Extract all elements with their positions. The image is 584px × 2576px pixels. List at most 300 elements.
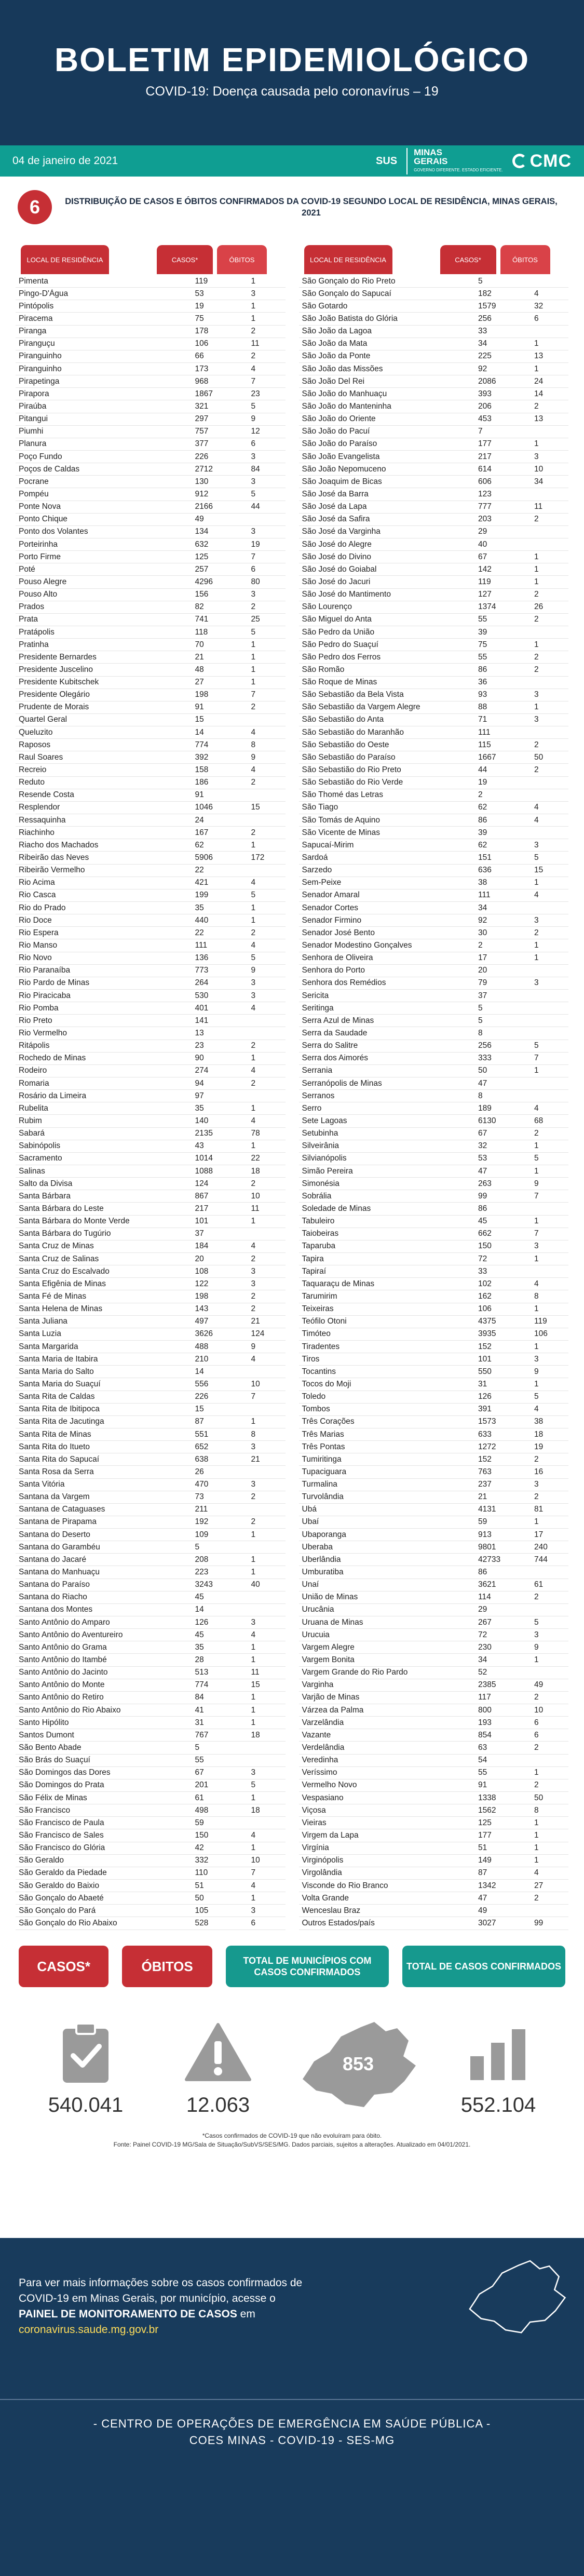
cases-cell: 29 — [478, 527, 487, 536]
city-cell: Pocrane — [19, 477, 49, 486]
cases-cell: 106 — [195, 339, 209, 348]
table-row — [16, 1654, 286, 1666]
cases-cell: 2135 — [195, 1129, 213, 1138]
deaths-cell: 7 — [251, 376, 256, 386]
cases-card — [26, 2019, 145, 2117]
city-cell: Rio Pomba — [19, 1003, 59, 1013]
cases-cell: 91 — [195, 703, 204, 712]
deaths-cell: 81 — [534, 1505, 544, 1514]
cases-cell: 19 — [195, 301, 204, 311]
city-cell: Simão Pereira — [302, 1166, 353, 1176]
deaths-cell: 9 — [534, 1642, 539, 1652]
cases-cell: 39 — [478, 828, 487, 837]
table-row — [16, 1102, 286, 1115]
deaths-cell: 1 — [251, 1054, 256, 1063]
deaths-cell: 2 — [534, 1743, 539, 1752]
cases-cell: 488 — [195, 1342, 209, 1351]
cases-cell: 110 — [195, 1868, 208, 1878]
city-cell: Santa Rita de Jacutinga — [19, 1417, 104, 1426]
city-cell: Santo Antônio do Amparo — [19, 1617, 110, 1627]
city-cell: Porteirinha — [19, 540, 58, 549]
deaths-cell: 1 — [534, 364, 539, 373]
cases-cell: 34 — [478, 339, 487, 348]
city-cell: São José do Jacuri — [302, 577, 371, 586]
city-cell: Santa Cruz do Escalvado — [19, 1266, 110, 1276]
deaths-cell: 8 — [534, 1291, 539, 1301]
city-cell: Virginópolis — [302, 1856, 344, 1865]
table-row — [299, 1616, 569, 1629]
deaths-cell: 1 — [251, 1530, 256, 1539]
table-header — [16, 242, 286, 274]
cases-cell: 123 — [478, 489, 492, 498]
table-row — [16, 1341, 286, 1353]
cases-cell: 198 — [195, 1291, 209, 1301]
deaths-cell: 2 — [251, 778, 256, 787]
city-cell: Taquaraçu de Minas — [302, 1279, 375, 1288]
cases-cell: 143 — [195, 1304, 209, 1314]
cases-cell: 50 — [478, 1066, 487, 1075]
deaths-cell: 1 — [534, 1254, 539, 1263]
table-row — [16, 1077, 286, 1090]
deaths-cell: 106 — [534, 1329, 548, 1339]
city-cell: São José do Mantimento — [302, 590, 391, 599]
table-row — [16, 1729, 286, 1742]
cases-cell: 912 — [195, 489, 209, 498]
city-cell: Salto da Divisa — [19, 1179, 73, 1188]
city-cell: Ribeirão das Neves — [19, 853, 89, 862]
deaths-cell: 1 — [251, 840, 256, 849]
table-row — [299, 764, 569, 776]
city-cell: Tumiritinga — [302, 1454, 342, 1464]
cases-cell: 35 — [195, 1642, 204, 1652]
deaths-cell: 3 — [251, 1266, 256, 1276]
deaths-cell: 3 — [534, 840, 539, 849]
table-row — [299, 1190, 569, 1203]
table-row — [16, 1842, 286, 1855]
deaths-cell: 1 — [534, 1517, 539, 1527]
table-row — [299, 1328, 569, 1341]
deaths-cell: 1 — [534, 1379, 539, 1388]
table-row — [16, 1303, 286, 1316]
cases-cell: 50 — [195, 1893, 204, 1903]
city-cell: Santana dos Montes — [19, 1605, 93, 1614]
city-cell: Santana do Riacho — [19, 1593, 87, 1602]
table-row — [299, 388, 569, 400]
cases-cell: 111 — [478, 891, 491, 900]
table-row — [16, 1404, 286, 1416]
cases-cell: 225 — [478, 352, 492, 361]
cases-cell: 156 — [195, 590, 209, 599]
deaths-cell: 9 — [534, 1367, 539, 1376]
cases-cell: 184 — [195, 1242, 209, 1251]
city-cell: Santo Antônio do Monte — [19, 1680, 105, 1690]
cases-cell: 55 — [478, 652, 487, 662]
table-row — [16, 839, 286, 852]
city-cell: Santa Juliana — [19, 1317, 67, 1326]
city-cell: Pingo-D'Água — [19, 289, 69, 298]
deaths-cell: 6 — [251, 1918, 256, 1927]
deaths-cell: 14 — [534, 389, 544, 398]
cases-cell: 198 — [195, 690, 209, 699]
deaths-cell: 1 — [251, 1217, 256, 1226]
deaths-cell: 3 — [251, 1906, 256, 1915]
city-cell: São José do Goiabal — [302, 564, 377, 574]
cases-cell: 773 — [195, 966, 209, 975]
table-row — [16, 1453, 286, 1466]
deaths-cell: 240 — [534, 1542, 548, 1552]
cases-cell: 421 — [195, 878, 209, 887]
table-row — [299, 275, 569, 288]
city-cell: São José do Alegre — [302, 540, 372, 549]
city-cell: Santo Antônio do Jacinto — [19, 1668, 108, 1677]
table-row — [16, 1554, 286, 1566]
cases-cell: 117 — [478, 1693, 491, 1702]
city-cell: Sacramento — [19, 1154, 62, 1163]
table-row — [299, 877, 569, 889]
table-left — [16, 242, 286, 1930]
cases-cell: 5 — [195, 1542, 200, 1552]
cases-cell: 33 — [478, 327, 487, 336]
city-cell: Ubaporanga — [302, 1530, 346, 1539]
deaths-cell: 44 — [251, 502, 260, 511]
table-row — [16, 802, 286, 814]
table-row — [299, 451, 569, 463]
city-cell: Santa Rita de Caldas — [19, 1392, 95, 1401]
table-row — [16, 1516, 286, 1529]
deaths-cell: 2 — [534, 401, 539, 411]
deaths-cell: 4 — [251, 1116, 256, 1125]
table-row — [299, 1817, 569, 1829]
city-cell: Virgínia — [302, 1843, 329, 1853]
city-cell: Toledo — [302, 1392, 326, 1401]
deaths-cell: 3 — [534, 978, 539, 988]
deaths-cell: 744 — [534, 1555, 548, 1564]
city-cell: Santa Cruz de Salinas — [19, 1254, 99, 1263]
deaths-cell: 3 — [251, 1279, 256, 1288]
table-row — [16, 1203, 286, 1215]
table-row — [16, 965, 286, 977]
deaths-cell: 3 — [534, 452, 539, 461]
city-cell: Três Marias — [302, 1429, 344, 1439]
deaths-cell: 2 — [534, 665, 539, 674]
cases-cell: 99 — [478, 1191, 487, 1201]
deaths-cell: 1 — [251, 1705, 256, 1715]
table-row — [299, 1679, 569, 1692]
footnote — [16, 2132, 568, 2149]
cases-cell: 8 — [478, 1091, 483, 1100]
info-text — [19, 2275, 309, 2338]
cases-cell: 226 — [195, 452, 209, 461]
table-row — [16, 1228, 286, 1240]
deaths-cell: 1 — [534, 640, 539, 649]
city-cell: Santana de Pirapama — [19, 1517, 97, 1527]
cases-cell: 31 — [478, 1379, 487, 1388]
city-cell: Senhora do Porto — [302, 966, 365, 975]
deaths-cell: 21 — [251, 1454, 260, 1464]
deaths-cell: 7 — [534, 1191, 539, 1201]
table-row — [16, 1867, 286, 1880]
deaths-cell: 2 — [534, 1593, 539, 1602]
city-cell: Senhora dos Remédios — [302, 978, 386, 988]
cases-cell: 392 — [195, 752, 209, 762]
info-panel — [0, 2238, 584, 2466]
deaths-cell: 1 — [251, 301, 256, 311]
table-row — [16, 1479, 286, 1491]
city-cell: São João do Manhuaçu — [302, 389, 387, 398]
table-row — [299, 664, 569, 676]
cases-cell: 114 — [478, 1593, 491, 1602]
table-row — [16, 702, 286, 714]
city-cell: São João do Paraíso — [302, 439, 377, 449]
city-cell: Vargem Bonita — [302, 1655, 355, 1665]
table-row — [299, 488, 569, 501]
city-cell: Setubinha — [302, 1129, 338, 1138]
deaths-cell: 2 — [534, 615, 539, 624]
table-row — [299, 363, 569, 375]
cases-cell: 23 — [195, 1041, 204, 1050]
table-row — [16, 1566, 286, 1579]
deaths-cell: 5 — [534, 1041, 539, 1050]
info-text-2: em — [240, 2308, 255, 2320]
cases-cell: 28 — [195, 1655, 204, 1665]
table-row — [299, 375, 569, 388]
col-header-deaths: ÓBITOS — [217, 245, 267, 274]
table-row — [16, 375, 286, 388]
cmc-logo-text: CMC — [529, 151, 572, 171]
city-cell: Taparuba — [302, 1242, 336, 1251]
table-row — [299, 438, 569, 451]
city-cell: São Francisco de Sales — [19, 1831, 104, 1840]
table-row — [299, 1165, 569, 1178]
cases-cell: 62 — [195, 840, 204, 849]
deaths-cell: 4 — [251, 1831, 256, 1840]
city-cell: São Sebastião do Paraíso — [302, 752, 396, 762]
table-row — [16, 350, 286, 363]
city-cell: São João Evangelista — [302, 452, 380, 461]
city-cell: Soledade de Minas — [302, 1204, 371, 1213]
city-cell: São Félix de Minas — [19, 1793, 87, 1802]
cases-cell: 2385 — [478, 1680, 496, 1690]
table-row — [16, 288, 286, 300]
table-row — [16, 677, 286, 689]
city-cell: Vargem Grande do Rio Pardo — [302, 1668, 408, 1677]
deaths-cell: 3 — [251, 452, 256, 461]
cases-cell: 142 — [478, 564, 492, 574]
table-row — [299, 639, 569, 651]
deaths-cell: 1 — [251, 1103, 256, 1113]
city-cell: Santana do Paraíso — [19, 1580, 90, 1589]
cases-cell: 393 — [478, 389, 492, 398]
info-highlight: PAINEL DE MONITORAMENTO DE CASOS — [19, 2308, 237, 2320]
table-row — [299, 614, 569, 626]
table-row — [16, 1178, 286, 1190]
city-cell: São Gonçalo do Rio Abaixo — [19, 1918, 117, 1927]
city-cell: Pompéu — [19, 489, 49, 498]
city-cell: Prata — [19, 615, 38, 624]
table-row — [16, 526, 286, 538]
cases-cell: 31 — [195, 1718, 204, 1727]
deaths-cell: 1 — [251, 1655, 256, 1665]
deaths-cell: 4 — [251, 941, 256, 950]
cases-cell: 263 — [478, 1179, 492, 1188]
section-title: DISTRIBUIÇÃO DE CASOS E ÓBITOS CONFIRMADOS DA COVID-19 SEGUNDO LOCAL DE RESIDÊNCIA, MINAS GERAIS, 2021 — [65, 197, 558, 218]
table-row — [16, 1190, 286, 1203]
cases-cell: 6130 — [478, 1116, 496, 1125]
city-cell: Serra Azul de Minas — [302, 1016, 374, 1025]
deaths-cell: 2 — [251, 352, 256, 361]
city-cell: Pratápolis — [19, 627, 55, 637]
table-row — [299, 300, 569, 313]
deaths-cell: 5 — [251, 489, 256, 498]
table-row — [16, 1128, 286, 1140]
city-cell: Rio Novo — [19, 953, 52, 963]
table-row — [299, 1717, 569, 1729]
deaths-cell: 2 — [251, 1041, 256, 1050]
table-row — [299, 338, 569, 350]
city-cell: São Sebastião do Oeste — [302, 740, 389, 749]
city-cell: São Lourenço — [302, 602, 352, 612]
table-row — [299, 1228, 569, 1240]
table-row — [299, 1755, 569, 1767]
city-cell: Santo Antônio do Retiro — [19, 1693, 104, 1702]
table-row — [16, 689, 286, 702]
city-cell: São José da Safira — [302, 515, 370, 524]
cases-cell: 741 — [195, 615, 209, 624]
info-link[interactable]: coronavirus.saude.mg.gov.br — [19, 2324, 159, 2336]
cases-cell: 141 — [195, 1016, 209, 1025]
cases-cell: 158 — [195, 765, 209, 775]
deaths-cell: 1 — [534, 1655, 539, 1665]
city-cell: São Vicente de Minas — [302, 828, 381, 837]
cases-cell: 767 — [195, 1730, 209, 1739]
table-row — [16, 626, 286, 639]
deaths-cell: 4 — [534, 1868, 539, 1878]
cases-cell: 149 — [478, 1856, 492, 1865]
city-cell: Santa Rita de Ibitipoca — [19, 1405, 100, 1414]
city-cell: Varzelândia — [302, 1718, 344, 1727]
city-cell: Santa Fé de Minas — [19, 1291, 87, 1301]
city-cell: Serro — [302, 1103, 322, 1113]
cases-cell: 92 — [478, 915, 487, 925]
cases-cell: 63 — [478, 1743, 487, 1752]
table-row — [16, 1441, 286, 1453]
city-cell: Silveirânia — [302, 1141, 339, 1151]
table-row — [299, 1290, 569, 1303]
cases-cell: 256 — [478, 314, 492, 323]
city-cell: Presidente Kubitschek — [19, 678, 99, 687]
city-cell: Timóteo — [302, 1329, 331, 1339]
table-row — [16, 664, 286, 676]
table-row — [16, 614, 286, 626]
table-row — [299, 914, 569, 927]
city-cell: Queluzito — [19, 727, 53, 737]
table-row — [16, 1378, 286, 1391]
deaths-cell: 1 — [251, 1718, 256, 1727]
cases-cell: 150 — [195, 1831, 209, 1840]
city-cell: Riachinho — [19, 828, 55, 837]
table-row — [299, 514, 569, 526]
cases-cell: 182 — [478, 289, 492, 298]
table-row — [16, 751, 286, 764]
table-header — [299, 242, 569, 274]
deaths-cell: 19 — [534, 1442, 544, 1451]
city-cell: Rio Espera — [19, 928, 59, 937]
cases-cell: 102 — [478, 1279, 492, 1288]
table-row — [299, 1240, 569, 1253]
table-row — [16, 1216, 286, 1228]
deaths-cell: 68 — [534, 1116, 544, 1125]
city-cell: São Tiago — [302, 803, 338, 812]
table-row — [16, 1153, 286, 1165]
city-cell: Santos Dumont — [19, 1730, 74, 1739]
cases-cell: 8 — [478, 1029, 483, 1037]
cases-cell: 79 — [478, 978, 487, 988]
cases-cell: 34 — [478, 1655, 487, 1665]
city-cell: Ponto Chique — [19, 515, 67, 524]
cases-cell: 968 — [195, 376, 209, 386]
table-row — [299, 400, 569, 413]
deaths-cell: 25 — [251, 615, 260, 624]
table-row — [299, 1015, 569, 1027]
deaths-cell: 3 — [251, 477, 256, 486]
deaths-cell: 1 — [534, 1141, 539, 1151]
cases-cell: 321 — [195, 401, 209, 411]
city-cell: São Francisco de Paula — [19, 1818, 104, 1827]
deaths-cell: 26 — [534, 602, 544, 612]
city-cell: Poço Fundo — [19, 452, 62, 461]
table-row — [299, 1629, 569, 1641]
city-cell: Rosário da Limeira — [19, 1091, 87, 1100]
total-cases-label: TOTAL DE CASOS CONFIRMADOS — [402, 1946, 565, 1987]
cases-cell: 15 — [195, 715, 204, 724]
deaths-cell: 10 — [534, 464, 544, 474]
cases-cell: 267 — [478, 1617, 492, 1627]
table-row — [299, 751, 569, 764]
table-row — [16, 1265, 286, 1278]
footer-banner — [0, 2399, 584, 2466]
city-cell: Santo Antônio do Aventureiro — [19, 1630, 123, 1639]
cases-cell: 105 — [195, 1906, 209, 1915]
deaths-cell: 2 — [534, 1893, 539, 1903]
city-cell: São Romão — [302, 665, 345, 674]
cmc-ring-icon — [512, 154, 527, 168]
table-row — [16, 977, 286, 990]
deaths-cell: 4 — [251, 1354, 256, 1364]
cases-cell: 111 — [478, 727, 491, 737]
city-cell: Uberaba — [302, 1542, 333, 1552]
table-row — [16, 1892, 286, 1905]
cases-cell: 87 — [478, 1868, 487, 1878]
table-row — [299, 789, 569, 802]
table-row — [16, 1428, 286, 1441]
table-row — [299, 538, 569, 551]
deaths-cell: 38 — [534, 1417, 544, 1426]
cases-cell: 93 — [478, 690, 487, 699]
table-row — [16, 451, 286, 463]
cases-cell: 22 — [195, 866, 204, 875]
table-row — [299, 1905, 569, 1917]
deaths-cell: 99 — [534, 1918, 544, 1927]
table-row — [299, 1667, 569, 1679]
cases-cell: 1088 — [195, 1166, 213, 1176]
cases-cell: 3621 — [478, 1580, 496, 1589]
table-row — [299, 1479, 569, 1491]
table-row — [16, 1679, 286, 1692]
city-cell: Piranguinho — [19, 364, 62, 373]
cases-cell: 3935 — [478, 1329, 496, 1339]
city-cell: São Geraldo da Piedade — [19, 1868, 107, 1878]
city-cell: São Brás do Suaçuí — [19, 1756, 90, 1765]
